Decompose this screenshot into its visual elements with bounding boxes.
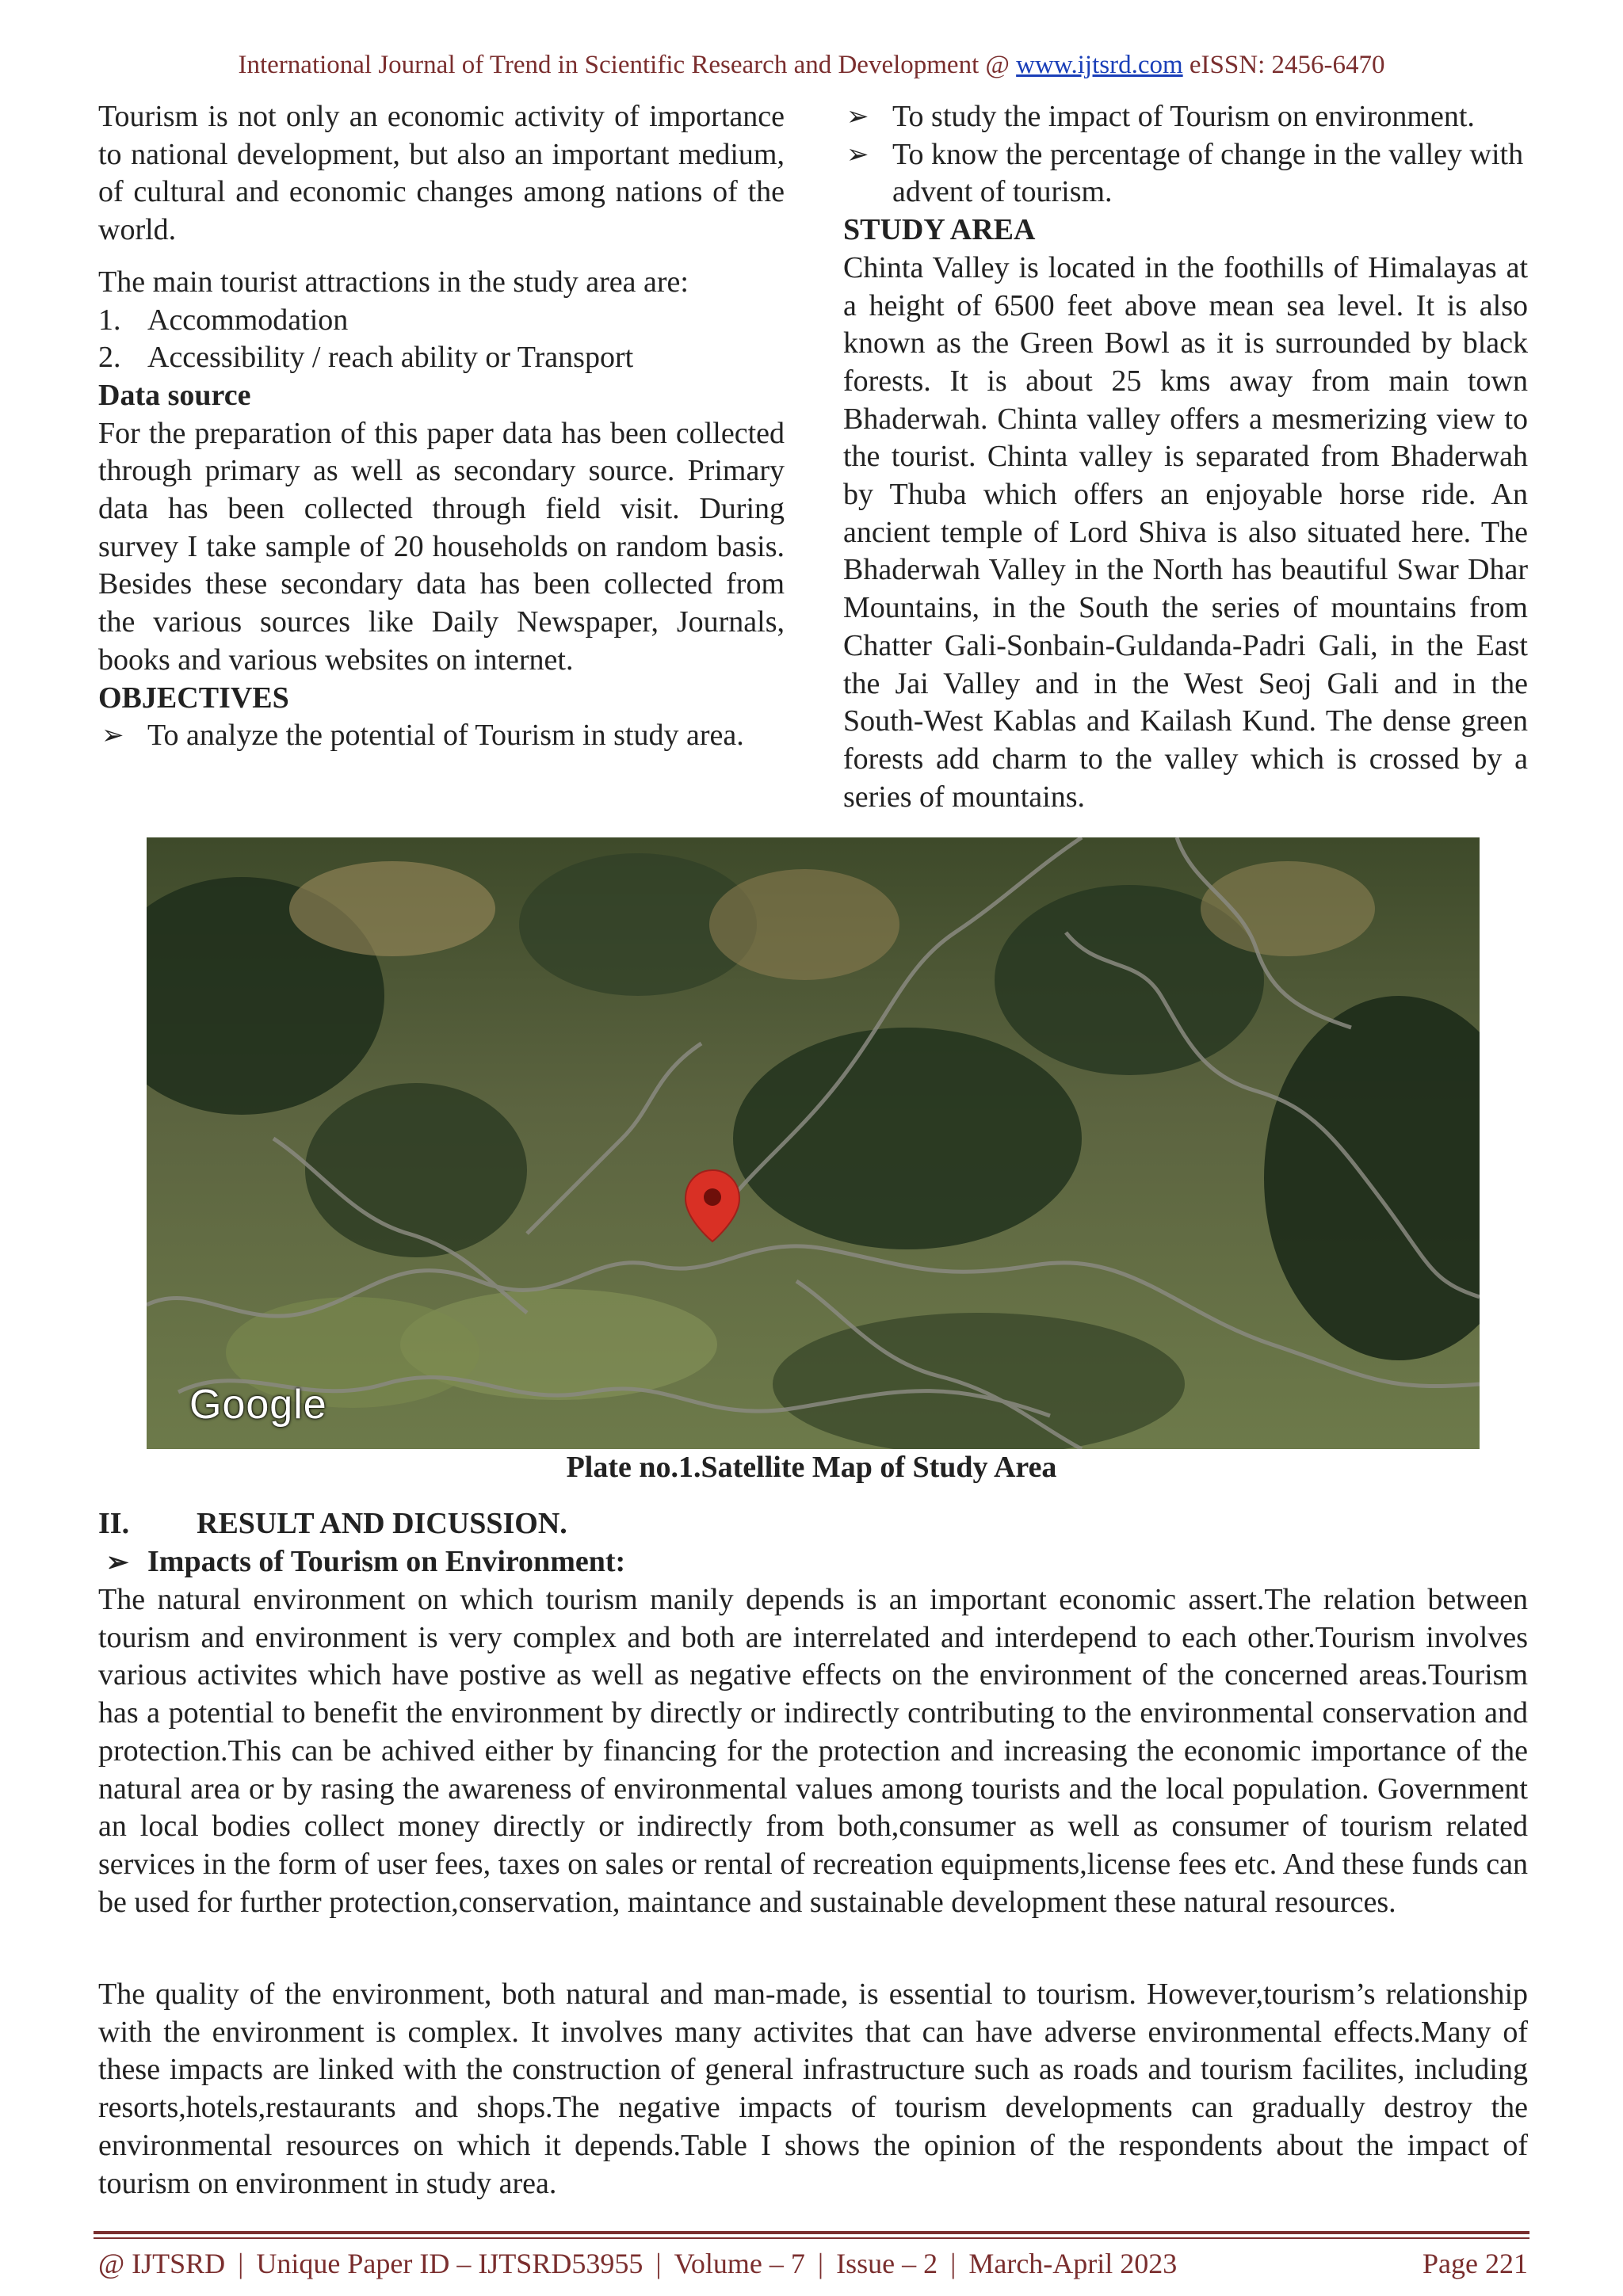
attractions-list — [98, 302, 785, 377]
data-source-paragraph: For the preparation of this paper data has been collected through primary as well as secondary source. Primary data has been collected through field visit. During survey I take sample of 20 households on random basis. Besides these secondary data has been collected from the various sources like Daily Newspaper, Journals, books and various websites on internet. — [98, 416, 785, 677]
running-header — [0, 51, 1623, 80]
satellite-map — [147, 837, 1480, 1449]
study-area-heading: STUDY AREA — [843, 213, 1036, 247]
body-paragraph-1: The natural environment on which tourism manily depends is an important economic assert.The relation between tourism and environment is very complex and both are interrelated and interdepend to each other.Tourism involves various activites which have postive as well as negative effects on the environment of the concerned areas.Tourism has a potential to benefit the environment by directly or indirectly contributing to the environmental conservation and protection.This can be achived either by financing for the protection and increasing the economic importance of the natural area or by rasing the awareness of environmental values among tourists and the local population. Government an local bodies collect money directly or indirectly from both,consumer as well as consumer of tourism related services in the form of user fees, taxes on sales or rental of recreation equipments,license fees etc. And these funds can be used for further protection,conservation, maintance and sustainable development these natural resources. — [98, 1583, 1528, 1919]
satellite-map-image — [147, 837, 1480, 1449]
objectives-list-continued — [843, 98, 1528, 212]
left-column — [98, 98, 785, 755]
list-text: Accommodation — [147, 303, 349, 337]
list-item — [98, 717, 785, 755]
footer-date: March-April 2023 — [968, 2248, 1178, 2279]
footer-rule-top — [94, 2231, 1529, 2234]
data-source-heading: Data source — [98, 378, 251, 412]
google-watermark: Google — [189, 1382, 327, 1428]
subsection-title: Impacts of Tourism on Environment: — [147, 1545, 626, 1578]
intro-paragraph: Tourism is not only an economic activity of importance to national development, but also an important medium, of cultural and economic changes among nations of the world. — [98, 100, 785, 247]
section-number: II. — [98, 1507, 130, 1540]
list-text: To know the percentage of change in the valley with advent of tourism. — [892, 137, 1524, 209]
journal-name: International Journal of Trend in Scientific Research and Development @ — [238, 51, 1017, 79]
footer-paper-id: Unique Paper ID – IJTSRD53955 — [256, 2248, 643, 2279]
journal-url-link[interactable]: www.ijtsrd.com — [1016, 51, 1183, 79]
figure-caption: Plate no.1.Satellite Map of Study Area — [566, 1451, 1057, 1484]
arrow-bullet-icon: ➢ — [106, 1548, 129, 1577]
objectives-list — [98, 717, 785, 755]
section-title: RESULT AND DICUSSION. — [197, 1507, 567, 1540]
list-item — [843, 136, 1528, 212]
list-number: 1. — [98, 303, 121, 337]
list-item — [98, 339, 785, 377]
footer-volume: Volume – 7 — [674, 2248, 805, 2279]
list-item — [843, 98, 1528, 136]
list-item — [98, 302, 785, 340]
running-footer — [98, 2247, 1528, 2280]
arrow-bullet-icon: ➢ — [846, 102, 869, 132]
footer-left — [98, 2247, 1177, 2280]
arrow-bullet-icon: ➢ — [846, 139, 869, 170]
list-number: 2. — [98, 341, 121, 375]
right-column — [843, 98, 1528, 816]
footer-separator: | — [817, 2248, 824, 2279]
list-text: Accessibility / reach ability or Transport — [147, 341, 634, 375]
footer-page-number: Page 221 — [1423, 2248, 1528, 2279]
footer-site: @ IJTSRD — [98, 2248, 226, 2279]
body-paragraph-2: The quality of the environment, both natural and man-made, is essential to tourism. However,tourism’s relationship with the environment is complex. It involves many activites that can have adverse environmental effects.Many of these impacts are linked with the construction of general infrastructure such as roads and tourism facilites, including resorts,hotels,restaurants and shops.The negative impacts of tourism developments can gradually destroy the environmental resources on which it depends.Table I shows the opinion of the respondents about the impact of tourism on environment in study area. — [98, 1978, 1528, 2200]
study-area-paragraph: Chinta Valley is located in the foothills of Himalayas at a height of 6500 feet above mean sea level. It is also known as the Green Bowl as it is surrounded by black forests. It is about 25 kms away from main town Bhaderwah. Chinta valley offers a mesmerizing view to the tourist. Chinta valley is separated from Bhaderwah by Thuba which offers an enjoyable horse ride. An ancient temple of Lord Shiva is also situated here. The Bhaderwah Valley in the North has beautiful Swar Dhar Mountains, in the South the series of mountains from Chatter Gali-Sonbain-Guldanda-Padri Gali, in the East the Jai Valley and in the West Seoj Gali and in the South-West Kablas and Kailash Kund. The dense green forests add charm to the valley which is crossed by a series of mountains. — [843, 250, 1528, 814]
subsection-heading — [98, 1543, 1528, 1582]
arrow-bullet-icon: ➢ — [101, 721, 124, 751]
objectives-heading: OBJECTIVES — [98, 681, 289, 715]
footer-separator: | — [238, 2248, 244, 2279]
footer-issue: Issue – 2 — [836, 2248, 938, 2279]
issn: eISSN: 2456-6470 — [1182, 51, 1385, 79]
attractions-intro: The main tourist attractions in the study area are: — [98, 265, 689, 299]
list-text: To study the impact of Tourism on environment. — [892, 100, 1475, 133]
footer-separator: | — [655, 2248, 662, 2279]
section-heading — [98, 1505, 1528, 1543]
list-text: To analyze the potential of Tourism in study area. — [147, 719, 744, 753]
footer-separator: | — [950, 2248, 957, 2279]
footer-rule-bottom — [94, 2237, 1529, 2239]
